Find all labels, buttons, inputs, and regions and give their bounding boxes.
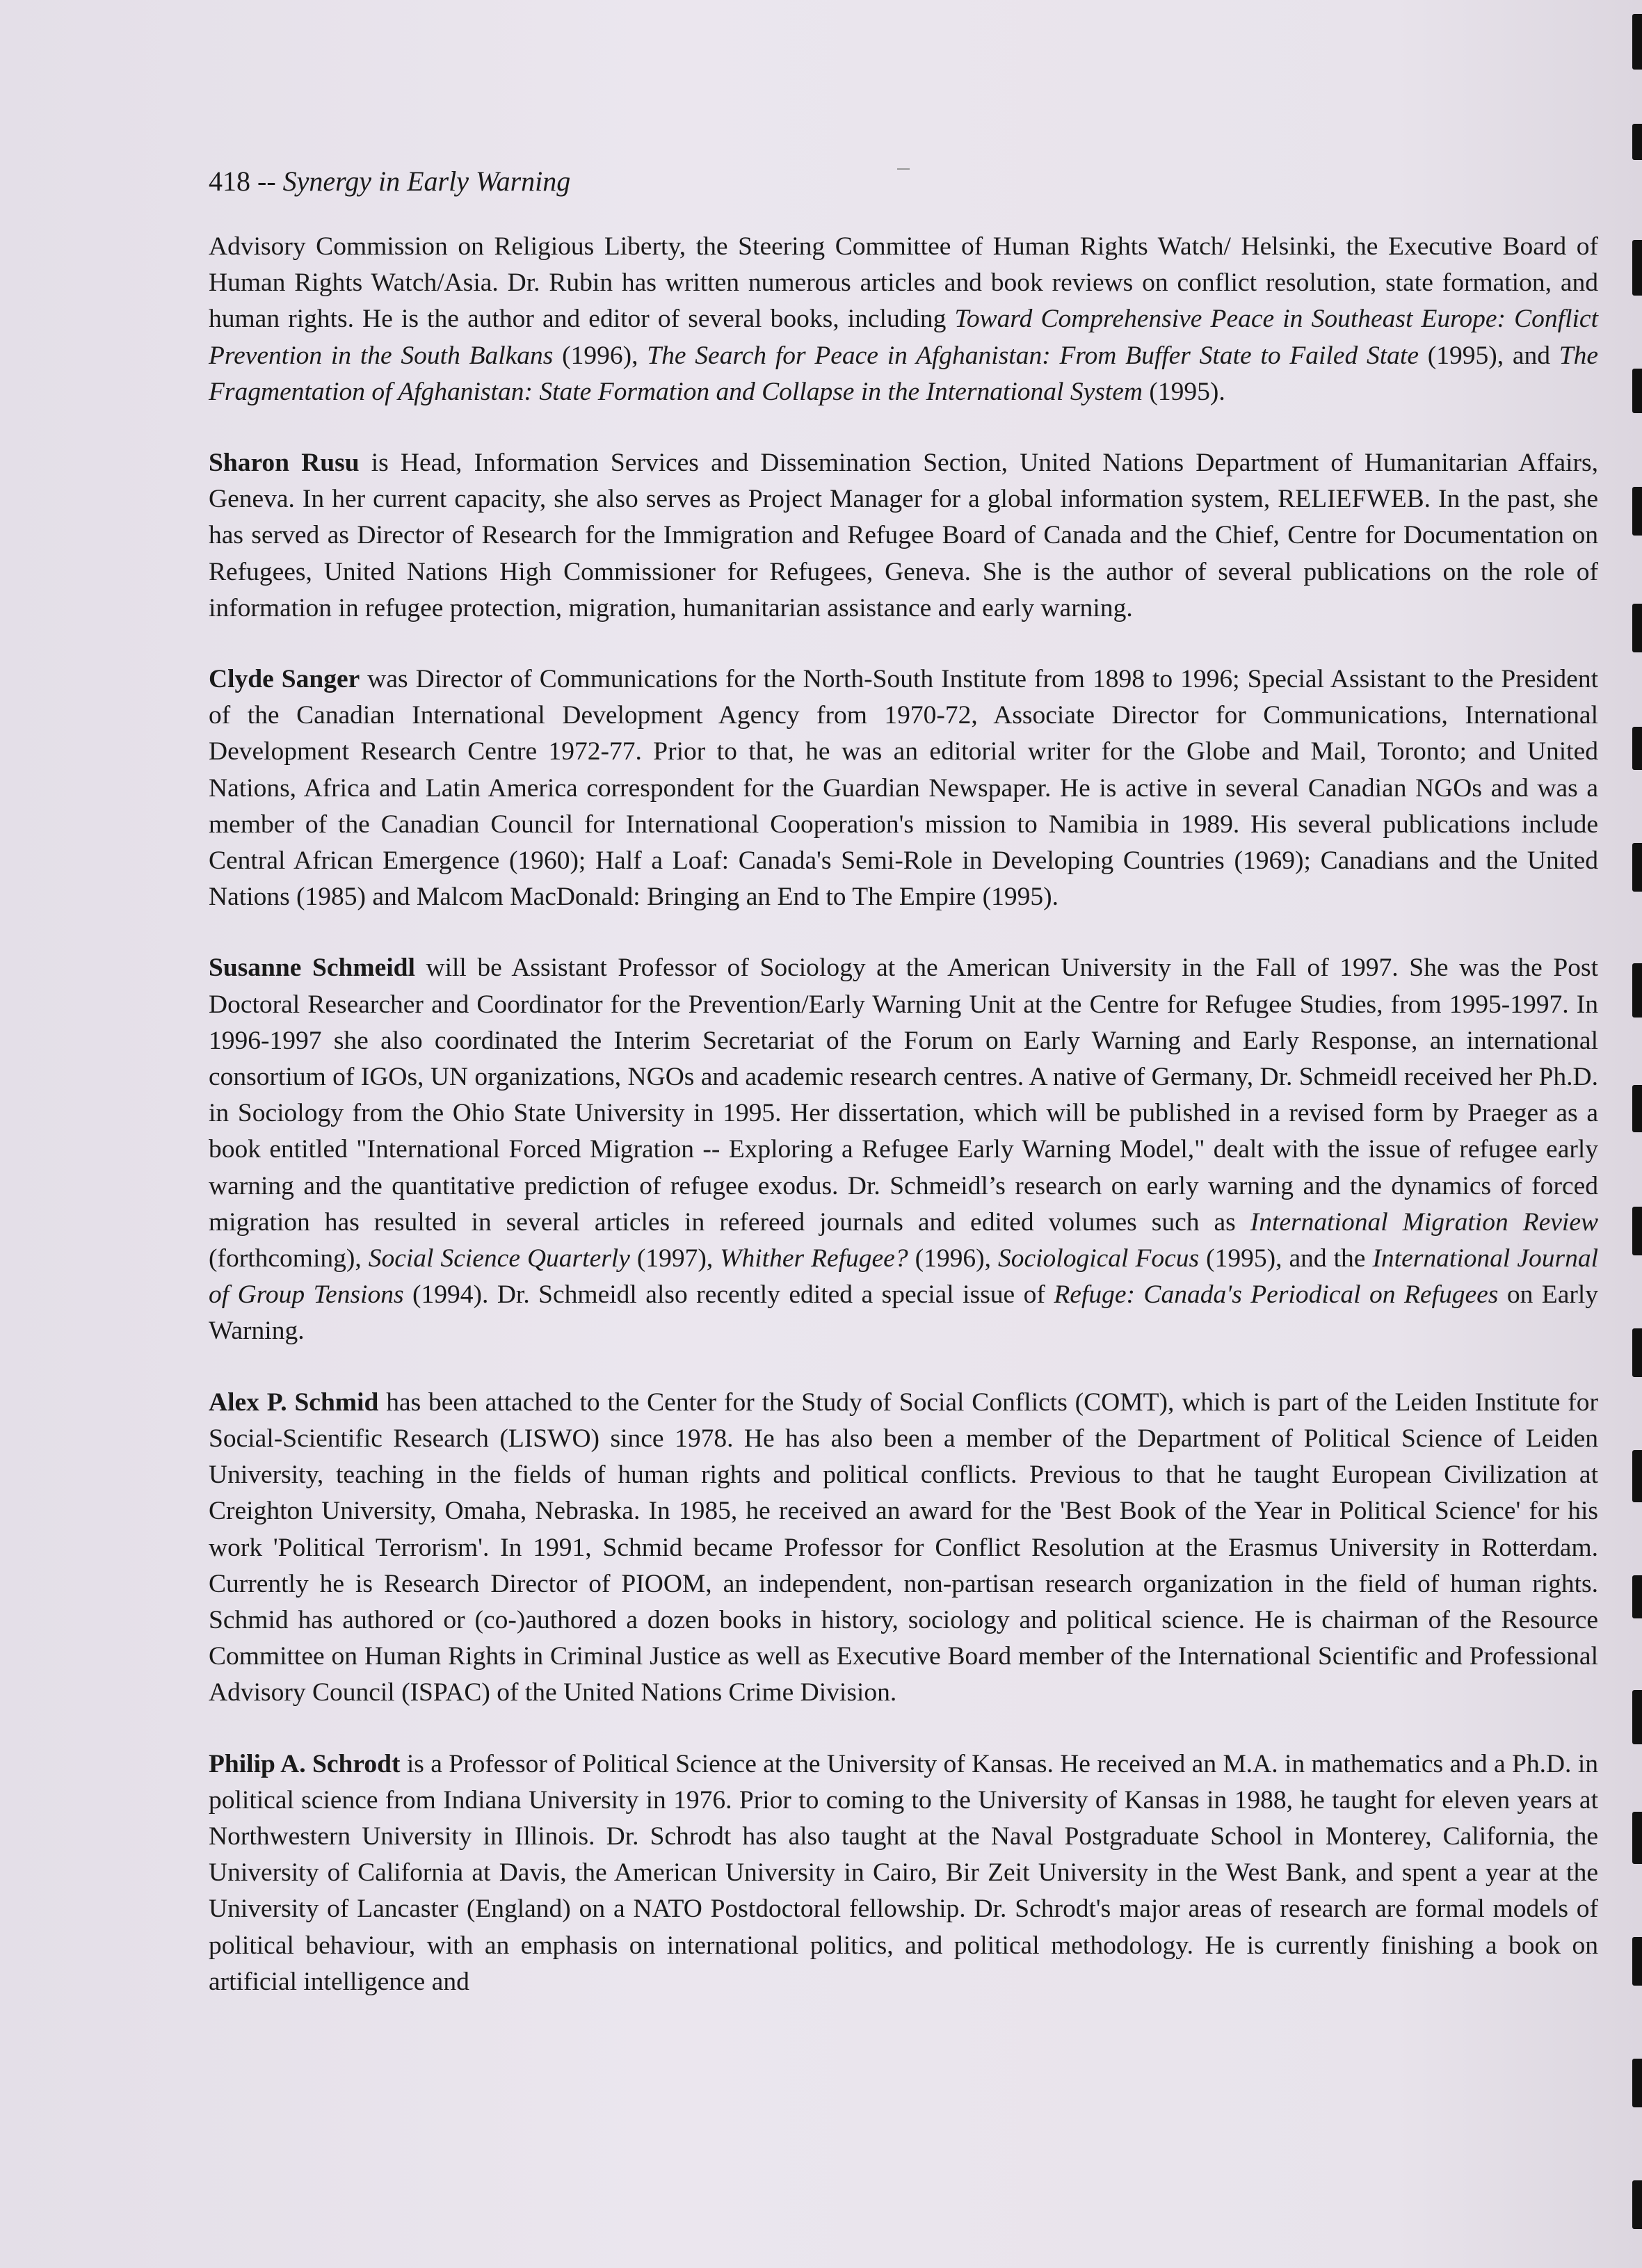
paragraph-text: (1995). bbox=[1142, 377, 1225, 406]
person-name: Alex P. Schmid bbox=[209, 1388, 379, 1417]
binding-mark bbox=[1632, 1937, 1642, 1986]
binding-mark bbox=[1632, 369, 1642, 413]
paragraph-text: will be Assistant Professor of Sociology at the American University in the Fall of 1997. She was the Post Doctoral Researcher and Coordinator for the Prevention/Early Warning Unit at the Centre for Refugee Studies, from 1995-1997. In 1996-1997 she also coordinated the Interim Secretariat of the Forum on Early Warning and Early Response, an international consortium of IGOs, UN organizations, NGOs and academic research centres. A native of Germany, Dr. Schmeidl received her Ph.D. in Sociology from the Ohio State University in 1995. Her dissertation, which will be published in a revised form by Praeger as a book entitled "International Forced Migration -- Exploring a Refugee Early Warning Model," dealt with the issue of refugee early warning and the quantitative prediction of refugee exodus. Dr. Schmeidl’s research on early warning and the dynamics of forced migration has resulted in several articles in refereed journals and edited volumes such as bbox=[209, 954, 1599, 1237]
publication-title: International Migration Review bbox=[1250, 1207, 1598, 1237]
paragraph-text: (1994). Dr. Schmeidl also recently edited a special issue of bbox=[403, 1280, 1054, 1310]
paragraph-text: (1997), bbox=[629, 1244, 721, 1273]
paragraph-text: on Early Warning. bbox=[209, 1280, 1598, 1346]
page-content bbox=[209, 162, 1598, 2035]
publication-title: Toward Comprehensive Peace in Southeast Europe: Conflict Prevention in the South Balkans bbox=[209, 305, 1598, 370]
biography-list bbox=[209, 229, 1598, 2000]
publication-title: Whither Refugee? bbox=[720, 1244, 908, 1273]
binding-mark bbox=[1632, 240, 1642, 296]
binding-mark bbox=[1632, 487, 1642, 536]
publication-title: International Journal of Group Tensions bbox=[209, 1244, 1599, 1310]
person-name: Sharon Rusu bbox=[209, 449, 360, 478]
biography-paragraph bbox=[209, 661, 1598, 915]
binding-mark bbox=[1632, 124, 1642, 160]
publication-title: Social Science Quarterly bbox=[368, 1244, 630, 1273]
paragraph-text: (1996), bbox=[908, 1244, 998, 1273]
binding-mark bbox=[1632, 1812, 1642, 1864]
binding-mark bbox=[1632, 1085, 1642, 1132]
biography-paragraph bbox=[209, 1385, 1598, 1712]
paragraph-text: is a Professor of Political Science at the University of Kansas. He received an M.A. in mathematics and a Ph.D. in political science from Indiana University in 1976. Prior to coming to the University of Kansas in 1988, he taught for eleven years at Northwestern University in Illinois. Dr. Schrodt has also taught at the Naval Postgraduate School in Monterey, California, the University of California at Davis, the American University in Cairo, Bir Zeit University in the West Bank, and spent a year at the University of Lancaster (England) on a NATO Postdoctoral fellowship. Dr. Schrodt's major areas of research are formal models of political behaviour, with an emphasis on international politics, and political methodology. He is currently finishing a book on artificial intelligence and bbox=[209, 1749, 1598, 1996]
paragraph-text: (1995), and bbox=[1418, 341, 1559, 370]
binding-mark bbox=[1632, 1575, 1642, 1618]
publication-title: Refuge: Canada's Periodical on Refugees bbox=[1054, 1280, 1499, 1310]
binding-mark bbox=[1632, 843, 1642, 892]
running-title: Synergy in Early Warning bbox=[282, 166, 571, 197]
binding-mark bbox=[1632, 14, 1642, 70]
binding-mark bbox=[1632, 727, 1642, 770]
paragraph-text: (1996), bbox=[553, 341, 647, 370]
publication-title: Sociological Focus bbox=[997, 1244, 1200, 1273]
paragraph-text: was Director of Communications for the North-South Institute from 1898 to 1996; Special Assistant to the President of the Canadian International Development Agency from 1970-72, Associate Director for Communications, International Development Research Centre 1972-77. Prior to that, he was an editorial writer for the Globe and Mail, Toronto; and United Nations, Africa and Latin America correspondent for the Guardian Newspaper. He is active in several Canadian NGOs and was a member of the Canadian Council for International Cooperation's mission to Namibia in 1989. His several publications include Central African Emergence (1960); Half a Loaf: Canada's Semi-Role in Developing Countries (1969); Canadians and the United Nations (1985) and Malcom MacDonald: Bringing an End to The Empire (1995). bbox=[209, 665, 1598, 912]
paragraph-text: (forthcoming), bbox=[209, 1244, 369, 1273]
publication-title: The Search for Peace in Afghanistan: From Buffer State to Failed State bbox=[647, 341, 1419, 370]
binding-mark bbox=[1632, 2059, 1642, 2107]
person-name: Clyde Sanger bbox=[209, 665, 360, 694]
paragraph-text: has been attached to the Center for the Study of Social Conflicts (COMT), which is part of the Leiden Institute for Social-Scientific Research (LISWO) since 1978. He has also been a member of the Department of Political Science of Leiden University, teaching in the fields of human rights and political conflicts. Previous to that he taught European Civilization at Creighton University, Omaha, Nebraska. In 1985, he received an award for the 'Best Book of the Year in Political Science' for his work 'Political Terrorism'. In 1991, Schmid became Professor for Conflict Resolution at the Erasmus University in Rotterdam. Currently he is Research Director of PIOOM, an independent, non-partisan research organization in the field of human rights. Schmid has authored or (co-)authored a dozen books in history, sociology and political science. He is chairman of the Resource Committee on Human Rights in Criminal Justice as well as Executive Board member of the International Scientific and Professional Advisory Council (ISPAC) of the United Nations Crime Division. bbox=[209, 1388, 1598, 1707]
paragraph-text: is Head, Information Services and Dissemination Section, United Nations Department of Humanitarian Affairs, Geneva. In her current capacity, she also serves as Project Manager for a global information system, RELIEFWEB. In the past, she has served as Director of Research for the Immigration and Refugee Board of Canada and the Chief, Centre for Documentation on Refugees, United Nations High Commissioner for Refugees, Geneva. She is the author of several publications on the role of information in refugee protection, migration, humanitarian assistance and early warning. bbox=[209, 449, 1598, 622]
page-number: 418 -- bbox=[209, 166, 276, 197]
publication-title: The Fragmentation of Afghanistan: State Formation and Collapse in the International System bbox=[209, 341, 1599, 406]
continued-biography-paragraph bbox=[209, 229, 1598, 410]
paragraph-text: Advisory Commission on Religious Liberty, the Steering Committee of Human Rights Watch/ Helsinki, the Executive Board of Human Rights Watch/Asia. Dr. Rubin has written numerous articles and book reviews on conflict resolution, state formation, and human rights. He is the author and editor of several books, including bbox=[209, 232, 1598, 334]
binding-mark bbox=[1632, 1207, 1642, 1255]
binding-mark bbox=[1632, 1450, 1642, 1502]
binding-mark bbox=[1632, 1690, 1642, 1744]
binding-mark bbox=[1632, 963, 1642, 1018]
binding-mark bbox=[1632, 2180, 1642, 2229]
running-header bbox=[209, 162, 1598, 201]
biography-paragraph bbox=[209, 950, 1598, 1349]
binding-mark bbox=[1632, 604, 1642, 652]
biography-paragraph bbox=[209, 445, 1598, 627]
person-name: Susanne Schmeidl bbox=[209, 954, 415, 983]
paragraph-text: (1995), and the bbox=[1199, 1244, 1373, 1273]
person-name: Philip A. Schrodt bbox=[209, 1749, 401, 1778]
biography-paragraph bbox=[209, 1746, 1598, 2000]
binding-mark bbox=[1632, 1328, 1642, 1377]
